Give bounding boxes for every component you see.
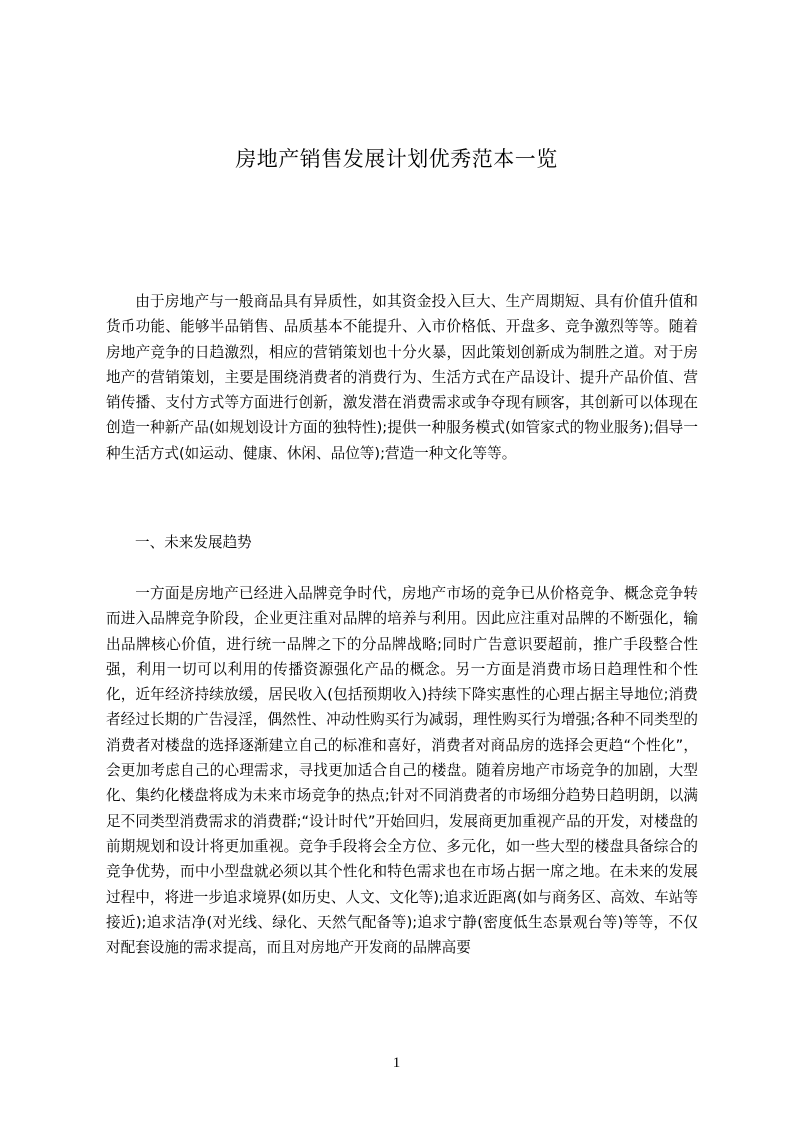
- section-heading: 一、未来发展趋势: [135, 534, 252, 551]
- intro-paragraph: 由于房地产与一般商品具有异质性，如其资金投入巨大、生产周期短、具有价值升值和货币功能、能够半品销售、品质基本不能提升、入市价格低、开盘多、竞争激烈等等。随着房地产竞争的日趋激烈，相应的营销策划也十分火暴，因此策划创新成为制胜之道。对于房地产的营销策划，主要是围绕消费者的消费行为、生活方式在产品设计、提升产品价值、营销传播、支付方式等方面进行创新，激发潜在消费需求或争夺现有顾客，其创新可以体现在创造一种新产品(如规划设计方面的独特性);提供一种服务模式(如管家式的物业服务);倡导一种生活方式(如运动、健康、休闲、品位等);营造一种文化等等。: [106, 293, 698, 462]
- document-title: 房地产销售发展计划优秀范本一览: [235, 147, 558, 171]
- page-number: 1: [392, 1055, 401, 1071]
- section-paragraph: 一方面是房地产已经进入品牌竞争时代，房地产市场的竞争已从价格竞争、概念竞争转而进入品牌竞争阶段，企业更注重对品牌的培养与利用。因此应注重对品牌的不断强化，输出品牌核心价值，进行统一品牌之下的分品牌战略;同时广告意识要超前，推广手段整合性强，利用一切可以利用的传播资源强化产品的概念。另一方面是消费市场日趋理性和个性化，近年经济持续放缓，居民收入(包括预期收入)持续下降实惠性的心理占据主导地位;消费者经过长期的广告浸淫，偶然性、冲动性购买行为减弱，理性购买行为增强;各种不同类型的消费者对楼盘的选择逐渐建立自己的标准和喜好，消费者对商品房的选择会更趋“个性化”，会更加考虑自己的心理需求，寻找更加适合自己的楼盘。随着房地产市场竞争的加剧，大型化、集约化楼盘将成为未来市场竞争的热点;针对不同消费者的市场细分趋势日趋明朗，以满足不同类型消费需求的消费群;“设计时代”开始回归，发展商更加重视产品的开发，对楼盘的前期规划和设计将更加重视。竞争手段将会全方位、多元化，如一些大型的楼盘具备综合的竞争优势，而中小型盘就必须以其个性化和特色需求也在市场占据一席之地。在未来的发展过程中，将进一步追求境界(如历史、人文、文化等);追求近距离(如与商务区、高效、车站等接近);追求洁净(对光线、绿化、天然气配备等);追求宁静(密度低生态景观台等)等等，不仅对配套设施的需求提高，而且对房地产开发商的品牌高要: [106, 585, 698, 957]
